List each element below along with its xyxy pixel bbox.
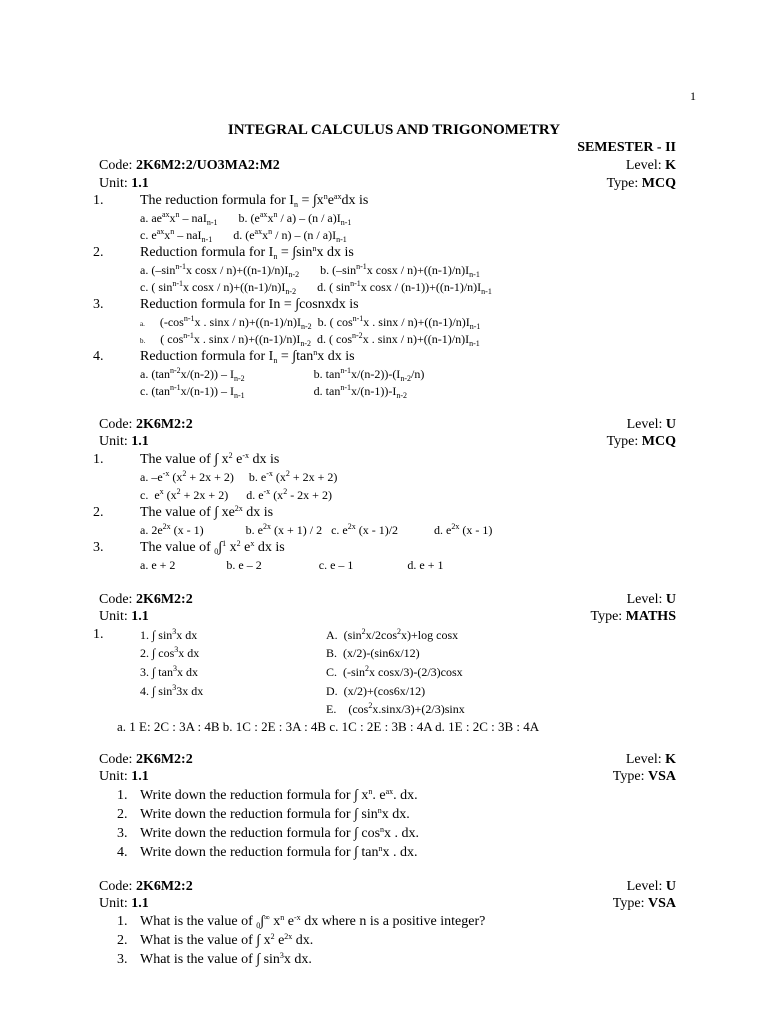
document-title: INTEGRAL CALCULUS AND TRIGONOMETRY [227, 122, 561, 138]
match-right-item: D. (x/2)+(cos6x/12) [326, 684, 426, 698]
question-text: The value of ∫ $xe^{2x}$ dx is [140, 504, 274, 520]
question-options: a. $(\tan^{n-2}x/(n-2)) - I_{n-2}$ b. $\tan^{n-1}x/(n-2))-(I_{n-2}/n)$ [140, 366, 425, 383]
code-line: Code: 2K6M2:2 [99, 417, 193, 432]
code-line: Code: 2K6M2:2/UO3MA2:M2 [99, 158, 280, 173]
question-number: 2. [93, 245, 104, 260]
level-line: Level: U [626, 417, 676, 432]
question-options: a. ($-\cos^{n-1}x$ . $\sin x / n)+((n-1)/n)I_{n-2}$ b. ( $\cos^{n-1}x$ . $\sin x / n)+((n-1)/n)I_{n-1}$ [140, 314, 481, 331]
level-line: Level: U [626, 879, 676, 894]
semester-label: SEMESTER - II [577, 140, 676, 155]
unit-line: Unit: 1.1 [99, 609, 149, 624]
unit-line: Unit: 1.1 [99, 176, 149, 191]
question-text: What is the value of $_0$∫∞ $x^n$ $e^{-x}$ dx where n is a positive integer? [140, 913, 486, 930]
unit-line: Unit: 1.1 [99, 769, 149, 784]
question-text: The value of ∫ $x^2$ $e^{-x}$ dx is [140, 451, 280, 467]
match-right-item: B. (x/2)-(sin6x/12) [326, 646, 420, 660]
question-text: Reduction formula for $I_n = \int\tan^nx$ dx is [140, 348, 355, 365]
type-line: Type: MCQ [606, 434, 676, 449]
question-text: Reduction formula for $I_n = \int\sin^nx$ dx is [140, 244, 354, 261]
match-answer-options: a. 1 E: 2C : 3A : 4B b. 1C : 2E : 3A : 4B c. 1C : 2E : 3B : 4A d. 1E : 2C : 3B : 4A [117, 719, 540, 734]
question-text: The value of $_0$∫$^1$ $x^2$ $e^x$ dx is [140, 539, 285, 556]
question-number: 1. [93, 193, 104, 208]
level-line: Level: K [625, 158, 676, 173]
question-number: 3. [117, 952, 128, 967]
question-options: c. ( $\sin^{n-1}x$ $\cos x / n)+((n-1)/n)I_{n-2}$ d. ( $\sin^{n-1}x$ $\cos x / (n-1))+((n-1)/n)I_{n-1}$ [140, 279, 492, 296]
question-options: a. $ae^{ax}x^n - naI_{n-1}$ b. $(e^{ax}x^n / a) - (n / a)I_{n-1}$ [140, 210, 352, 227]
question-number: 2. [117, 933, 128, 948]
match-left-item: 4. ∫ $\sin^33x$ dx [140, 683, 204, 698]
code-line: Code: 2K6M2:2 [99, 592, 193, 607]
match-left-item: 2. ∫ $\cos^3x$ dx [140, 645, 200, 660]
page-number: 1 [690, 89, 696, 103]
code-line: Code: 2K6M2:2 [99, 752, 193, 767]
question-text: Write down the reduction formula for ∫ $x^n$. $e^{ax}$. dx. [140, 787, 418, 803]
question-text: Write down the reduction formula for ∫ $\tan^nx$ . dx. [140, 844, 418, 860]
question-number: 4. [117, 845, 128, 860]
question-options: a. e + 2 b. e – 2 c. e – 1 d. e + 1 [140, 558, 444, 572]
question-text: Reduction formula for In = ∫cosnxdx is [140, 297, 359, 312]
type-line: Type: VSA [612, 769, 676, 784]
question-options: a. $2e^{2x}$ (x - 1) b. $e^{2x}$ (x + 1) / 2 c. $e^{2x}$ (x - 1)/2 d. $e^{2x}$ (x - 1) [140, 522, 493, 537]
code-line: Code: 2K6M2:2 [99, 879, 193, 894]
match-right-item: E. $(\cos^2x.\sin x/3)+(2/3)\sin x$ [326, 701, 465, 716]
question-text: Write down the reduction formula for ∫ $\cos^nx$ . dx. [140, 825, 420, 841]
question-options: c. $e^{ax}x^n - naI_{n-1}$ d. $(e^{ax}x^n / n) - (n / a)I_{n-1}$ [140, 227, 347, 244]
question-number: 2. [117, 807, 128, 822]
question-number: 1. [117, 788, 128, 803]
question-text: What is the value of ∫ $x^2$ $e^{2x}$ dx. [140, 932, 314, 948]
question-number: 2. [93, 505, 104, 520]
question-number: 1. [117, 914, 128, 929]
match-left-item: 1. ∫ $\sin^3x$ dx [140, 627, 198, 642]
question-number: 1. [93, 452, 104, 467]
match-right-item: A. $(\sin^2x/2\cos^2x)+\log$ cosx [326, 627, 459, 642]
question-number: 3. [93, 297, 104, 312]
question-options: a. ($-\sin^{n-1}x$ $\cos x / n)+((n-1)/n)I_{n-2}$ b. ($-\sin^{n-1}x$ $\cos x / n)+((n-1)/n)I_{n-1}$ [140, 262, 480, 279]
unit-line: Unit: 1.1 [99, 434, 149, 449]
question-number: 3. [93, 540, 104, 555]
type-line: Type: MATHS [590, 609, 676, 624]
question-number: 1. [93, 627, 104, 642]
question-text: The reduction formula for $I_n = \int x^ne^{ax}dx$ is [140, 192, 369, 209]
question-options: b. ( $\cos^{n-1}x$ . $\sin x / n)+((n-1)/n)I_{n-2}$ d. ( $\cos^{n-2}x$ . $\sin x / n)+((n-1)/n)I_{n-1}$ [140, 331, 480, 348]
type-line: Type: VSA [612, 896, 676, 911]
question-options: c. $(\tan^{n-1}x/(n-1)) - I_{n-1}$ d. $\tan^{n-1}x/(n-1))-I_{n-2}$ [140, 383, 407, 400]
type-line: Type: MCQ [606, 176, 676, 191]
question-number: 3. [117, 826, 128, 841]
question-text: Write down the reduction formula for ∫ $\sin^nx$ dx. [140, 806, 410, 822]
question-options: a. $-e^{-x}$ $(x^2 + 2x + 2)$ b. $e^{-x}$ $(x^2 + 2x + 2)$ [140, 469, 338, 484]
level-line: Level: U [626, 592, 676, 607]
match-right-item: C. ($-\sin^2x$ cosx/3)-(2/3)cosx [326, 664, 463, 679]
unit-line: Unit: 1.1 [99, 896, 149, 911]
level-line: Level: K [625, 752, 676, 767]
question-number: 4. [93, 349, 104, 364]
match-left-item: 3. ∫ $\tan^3x$ dx [140, 664, 198, 679]
question-text: What is the value of ∫ $\sin^3x$ dx. [140, 951, 312, 967]
question-options: c. $e^x$ $(x^2 + 2x + 2)$ d. $e^{-x}$ $(x^2 - 2x + 2)$ [140, 487, 332, 502]
